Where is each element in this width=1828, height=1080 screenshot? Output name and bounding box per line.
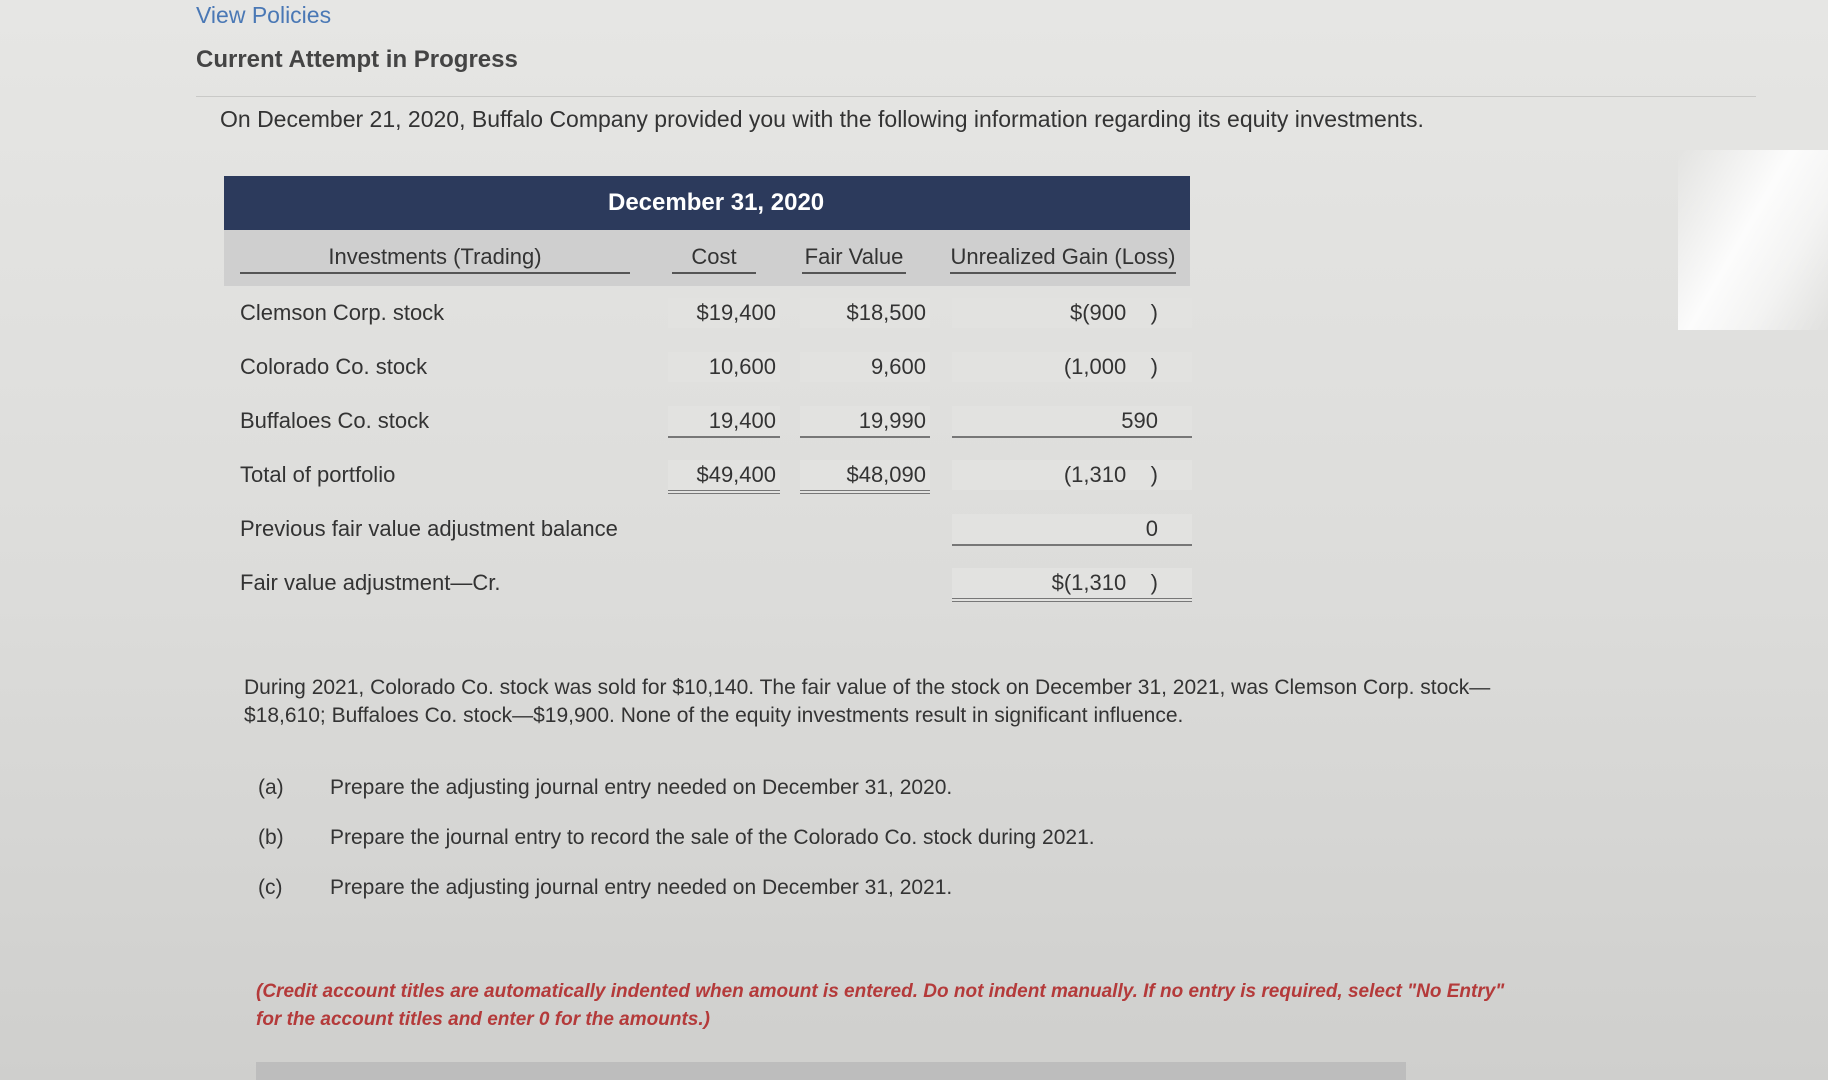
column-header-row [224, 230, 1190, 286]
screen-glare [1678, 150, 1828, 330]
row-label: Clemson Corp. stock [240, 300, 445, 325]
fair-value-cell: $18,500 [800, 298, 930, 328]
intro-text: On December 21, 2020, Buffalo Company provided you with the following information regarding its equity investments. [220, 106, 1424, 132]
task-text: Prepare the journal entry to record the sale of the Colorado Co. stock during 2021. [330, 826, 1095, 849]
gain-loss-cell: $(900 ) [952, 298, 1192, 328]
divider [196, 96, 1756, 97]
table-row [224, 394, 1190, 448]
gain-loss-cell: (1,000 ) [952, 352, 1192, 382]
row-label: Total of portfolio [240, 462, 396, 487]
instruction-note: (Credit account titles are automatically indented when amount is entered. Do not indent manually. If no entry is required, select "No Entry" for the account titles and enter 0 for the amounts.) [256, 981, 1505, 1030]
task-b [258, 826, 1095, 850]
fair-value-cell: 19,990 [800, 406, 930, 438]
table-row [224, 340, 1190, 394]
table-row [224, 502, 1190, 556]
problem-paragraph: During 2021, Colorado Co. stock was sold for $10,140. The fair value of the stock on December 31, 2021, was Clemson Corp. stock—$18,610; Buffaloes Co. stock—$19,900. None of the equity investments result in significant influence. [244, 676, 1491, 727]
cost-cell: $49,400 [668, 460, 780, 494]
task-a [258, 776, 952, 800]
journal-entry-table-header [256, 1062, 1406, 1080]
task-letter: (a) [258, 776, 284, 799]
col-cost: Cost [672, 244, 756, 274]
task-text: Prepare the adjusting journal entry needed on December 31, 2021. [330, 876, 953, 899]
row-label: Fair value adjustment—Cr. [240, 570, 501, 595]
task-letter: (c) [258, 876, 283, 899]
attempt-status: Current Attempt in Progress [196, 46, 518, 73]
table-row [224, 448, 1190, 502]
task-text: Prepare the adjusting journal entry needed on December 31, 2020. [330, 776, 953, 799]
table-row [224, 556, 1190, 610]
cost-cell: 10,600 [668, 352, 780, 382]
col-investments: Investments (Trading) [240, 244, 630, 274]
fair-value-cell: $48,090 [800, 460, 930, 494]
gain-loss-cell: 0 [952, 514, 1192, 546]
table-row [224, 286, 1190, 340]
row-label: Buffaloes Co. stock [240, 408, 430, 433]
gain-loss-cell: $(1,310 ) [952, 568, 1192, 602]
row-label: Colorado Co. stock [240, 354, 428, 379]
col-gain-loss: Unrealized Gain (Loss) [950, 244, 1176, 274]
cost-cell: 19,400 [668, 406, 780, 438]
gain-loss-cell: 590 [952, 406, 1192, 438]
fair-value-cell: 9,600 [800, 352, 930, 382]
table-title: December 31, 2020 [224, 176, 1190, 230]
task-c [258, 876, 952, 900]
col-fair-value: Fair Value [802, 244, 906, 274]
task-letter: (b) [258, 826, 284, 849]
view-policies-link[interactable]: View Policies [196, 2, 332, 28]
gain-loss-cell: (1,310 ) [952, 460, 1192, 490]
row-label: Previous fair value adjustment balance [240, 516, 618, 541]
investments-table [224, 176, 1190, 610]
cost-cell: $19,400 [668, 298, 780, 328]
